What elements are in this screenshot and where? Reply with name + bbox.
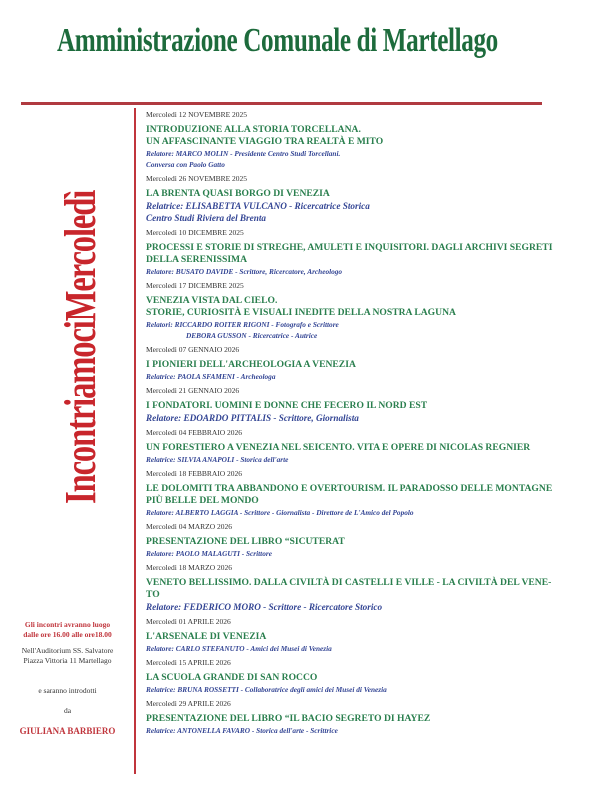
- vertical-series-title-container: [56, 128, 105, 566]
- event-item: [146, 385, 596, 424]
- event-speaker: Relatrice: BRUNA ROSSETTI - Collaboratrice degli amici dei Musei di Venezia: [146, 685, 387, 694]
- event-speaker: Relatori: RICCARDO ROITER RIGONI - Fotografo e Scrittore: [146, 320, 339, 329]
- host-name: GIULIANA BARBIERO: [19, 726, 116, 736]
- event-item: [146, 344, 596, 382]
- event-date: Mercoledì 10 DICEMBRE 2025: [146, 228, 244, 237]
- venue-line2: Piazza Vittoria 11 Martellago: [23, 656, 112, 665]
- event-speaker: [146, 330, 596, 341]
- event-title: PRESENTAZIONE DEL LIBRO “IL BACIO SEGRETO DI HAYEZ: [146, 713, 431, 724]
- vertical-series-title-text: IncontriamociMercoledì: [56, 190, 105, 504]
- event-title: TO: [146, 589, 160, 600]
- event-date: Mercoledì 04 FEBBRAIO 2026: [146, 428, 243, 437]
- event-date: Mercoledì 26 NOVEMBRE 2025: [146, 174, 248, 183]
- event-date: Mercoledì 04 MARZO 2026: [146, 522, 233, 531]
- event-item: [146, 657, 596, 695]
- event-speaker: Relatore: BUSATO DAVIDE - Scrittore, Ricercatore, Archeologo: [146, 267, 343, 276]
- time-info-line2: dalle ore 16.00 alle ore18.00: [23, 630, 112, 639]
- event-speaker: Relatrice: PAOLA SFAMENI - Archeologa: [146, 372, 276, 381]
- intro-line: e saranno introdotti: [38, 686, 97, 695]
- event-item: [146, 173, 596, 224]
- event-speaker: Conversa con Paolo Gatto: [146, 160, 225, 169]
- event-title: PIÙ BELLE DEL MONDO: [146, 495, 259, 506]
- vertical-series-title: [56, 128, 105, 566]
- event-date: Mercoledì 07 GENNAIO 2026: [146, 345, 240, 354]
- event-title: VENEZIA VISTA DAL CIELO.: [146, 295, 278, 306]
- event-title: I FONDATORI. UOMINI E DONNE CHE FECERO IL NORD EST: [146, 400, 428, 411]
- event-item: [146, 698, 596, 736]
- header-divider: [21, 102, 542, 105]
- event-speaker: Relatore: CARLO STEFANUTO - Amici dei Musei di Venezia: [146, 644, 332, 653]
- event-title: LA SCUOLA GRANDE DI SAN ROCCO: [146, 672, 318, 683]
- event-date: Mercoledì 18 FEBBRAIO 2026: [146, 469, 243, 478]
- event-speaker: Relatore: ALBERTO LAGGIA - Scrittore - Giornalista - Direttore de L'Amico del Popolo: [146, 508, 414, 517]
- event-speaker-secondary: DEBORA GUSSON - Ricercatrice - Autrice: [186, 331, 318, 340]
- event-date: Mercoledì 17 DICEMBRE 2025: [146, 281, 244, 290]
- event-item: [146, 616, 596, 654]
- event-title: UN FORESTIERO A VENEZIA NEL SEICENTO. VITA E OPERE DI NICOLAS REGNIER: [146, 442, 531, 453]
- event-item: [146, 109, 596, 170]
- event-title: INTRODUZIONE ALLA STORIA TORCELLANA.: [146, 124, 361, 135]
- event-speaker: Relatrice: ANTONELLA FAVARO - Storica dell'arte - Scrittrice: [146, 726, 338, 735]
- event-title: L'ARSENALE DI VENEZIA: [146, 631, 267, 642]
- event-date: Mercoledì 12 NOVEMBRE 2025: [146, 110, 248, 119]
- event-speaker: Relatore: PAOLO MALAGUTI - Scrittore: [146, 549, 272, 558]
- event-item: [146, 468, 596, 518]
- event-speaker: Relatore: EDOARDO PITTALIS - Scrittore, Giornalista: [146, 413, 359, 423]
- event-item: [146, 521, 596, 559]
- event-list: [146, 109, 596, 739]
- event-title: LA BRENTA QUASI BORGO DI VENEZIA: [146, 188, 330, 199]
- intro-da: da: [63, 706, 72, 715]
- event-item: [146, 562, 596, 613]
- event-date: Mercoledì 15 APRILE 2026: [146, 658, 231, 667]
- event-date: Mercoledì 21 GENNAIO 2026: [146, 386, 240, 395]
- event-speaker: Relatore: MARCO MOLIN - Presidente Centro Studi Torcellani.: [146, 149, 341, 158]
- event-title: STORIE, CURIOSITÀ E VISUALI INEDITE DELLA NOSTRA LAGUNA: [146, 307, 456, 318]
- event-title: VENETO BELLISSIMO. DALLA CIVILTÀ DI CASTELLI E VILLE - LA CIVILTÀ DEL VENE-: [146, 577, 552, 588]
- event-title: PROCESSI E STORIE DI STREGHE, AMULETI E INQUISITORI. DAGLI ARCHIVI SEGRETI: [146, 242, 553, 253]
- event-date: Mercoledì 18 MARZO 2026: [146, 563, 233, 572]
- time-info-line1: Gli incontri avranno luogo: [24, 620, 111, 629]
- event-date: Mercoledì 29 APRILE 2026: [146, 699, 231, 708]
- event-date: Mercoledì 01 APRILE 2026: [146, 617, 231, 626]
- event-title: LE DOLOMITI TRA ABBANDONO E OVERTOURISM. IL PARADOSSO DELLE MONTAGNE: [146, 483, 553, 494]
- event-title: DELLA SERENISSIMA: [146, 254, 248, 265]
- event-item: [146, 280, 596, 341]
- event-title: I PIONIERI DELL'ARCHEOLOGIA A VENEZIA: [146, 359, 356, 370]
- schedule-info: [0, 620, 135, 736]
- event-title: UN AFFASCINANTE VIAGGIO TRA REALTÀ E MITO: [146, 136, 384, 147]
- event-speaker: Relatrice: ELISABETTA VULCANO - Ricercatrice Storica: [146, 201, 370, 211]
- event-title: PRESENTAZIONE DEL LIBRO “SICUTERAT: [146, 536, 345, 547]
- page-title: Amministrazione Comunale di Martellago: [57, 22, 498, 59]
- event-speaker: Relatore: FEDERICO MORO - Scrittore - Ricercatore Storico: [146, 602, 383, 612]
- event-item: [146, 427, 596, 465]
- event-speaker: Relatrice: SILVIA ANAPOLI - Storica dell'arte: [146, 455, 289, 464]
- event-speaker: Centro Studi Riviera del Brenta: [146, 213, 266, 223]
- event-item: [146, 227, 596, 277]
- venue-line1: Nell'Auditorium SS. Salvatore: [21, 646, 114, 655]
